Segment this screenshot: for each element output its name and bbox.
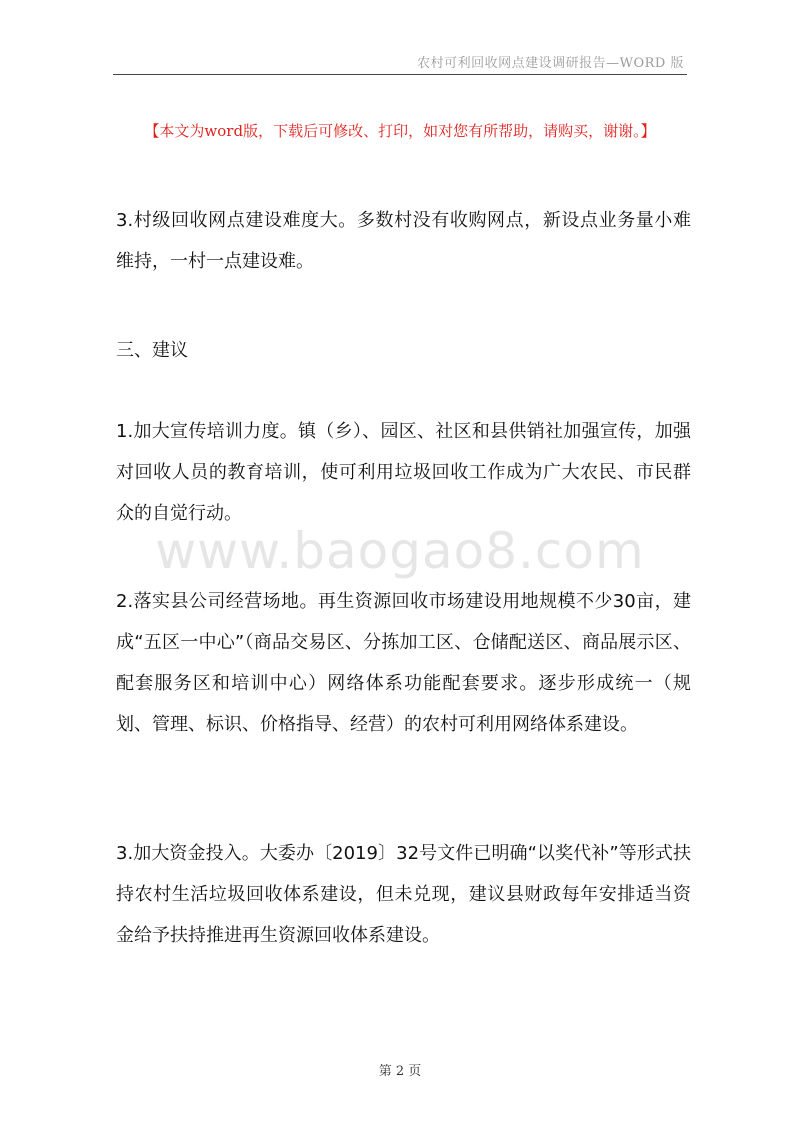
- header-rule: [113, 74, 687, 75]
- paragraph-business-site: 2.落实县公司经营场地。再生资源回收市场建设用地规模不少30亩，建成“五区一中心”（商品交易区、分拣加工区、仓储配送区、商品展示区、配套服务区和培训中心）网络体系功能配套要求。逐步形成统一（规划、管理、标识、价格指导、经营）的农村可利用网络体系建设。: [116, 591, 691, 735]
- watermark: www.baogao8.com: [155, 522, 645, 580]
- running-header: 农村可利回收网点建设调研报告—WORD 版: [417, 56, 684, 71]
- page-number: 第 2 页: [378, 1064, 422, 1079]
- paragraph-funding: 3.加大资金投入。大委办〔2019〕32号文件已明确“以奖代补”等形式扶持农村生活垃圾回收体系建设，但未兑现，建议县财政每年安排适当资金给予扶持推进再生资源回收体系建设。: [116, 843, 691, 946]
- purchase-notice: 【本文为word版，下载后可修改、打印，如对您有所帮助，请购买，谢谢。】: [144, 122, 656, 140]
- section-heading: 三、建议: [116, 340, 188, 361]
- paragraph-publicity-training: 1.加大宣传培训力度。镇（乡）、园区、社区和县供销社加强宣传，加强对回收人员的教育培训，使可利用垃圾回收工作成为广大农民、市民群众的自觉行动。: [116, 421, 691, 524]
- paragraph-village-difficulty: 3.村级回收网点建设难度大。多数村没有收购网点，新设点业务量小难维持，一村一点建设难。: [116, 210, 691, 272]
